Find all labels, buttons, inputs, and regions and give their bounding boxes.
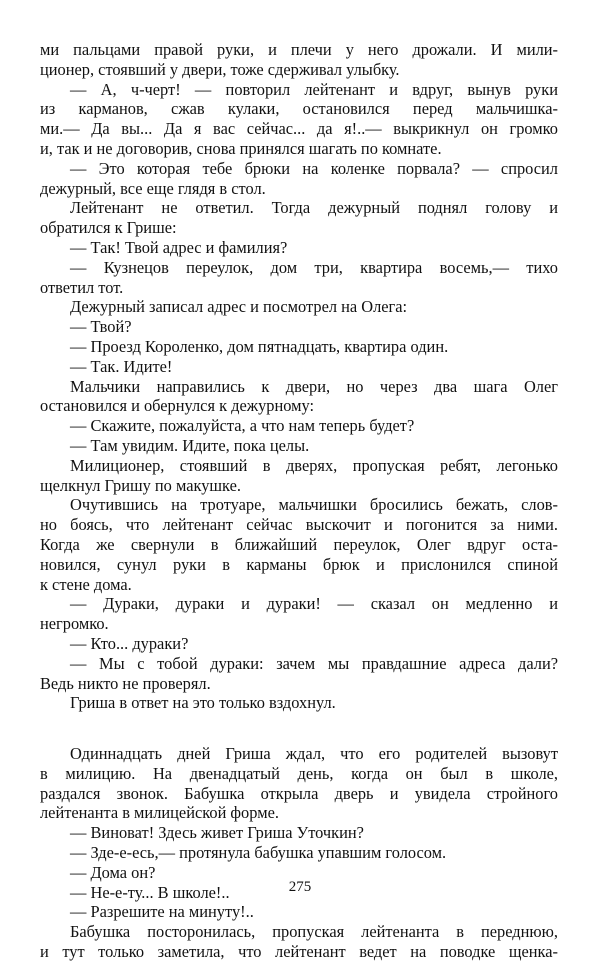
page-number: 275: [288, 879, 312, 895]
text-line: Когда же свернули в ближайший переулок, Олег вдруг оста-: [40, 534, 558, 554]
text-line: и тут только заметила, что лейтенант ведет на поводке щенка-: [40, 942, 558, 962]
section-break: [40, 713, 558, 744]
text-line: Ведь никто не проверял.: [40, 673, 211, 693]
text-line: — Скажите, пожалуйста, а что нам теперь будет?: [70, 416, 415, 436]
text-line: Мальчики направились к двери, но через два шага Олег: [70, 376, 558, 396]
text-line: — Дома он?: [70, 862, 156, 882]
text-line: Одиннадцать дней Гриша ждал, что его родителей вызовут: [70, 744, 558, 764]
text-line: новился, сунул руки в карманы брюк и прислонился спиной: [40, 554, 558, 574]
text-line: ми пальцами правой руки, и плечи у него дрожали. И мили-: [40, 40, 558, 59]
text-line: — А, ч-черт! — повторил лейтенант и вдруг, вынув руки: [70, 79, 558, 99]
text-line: — Кузнецов переулок, дом три, квартира восемь,— тихо: [70, 257, 558, 277]
text-section-1: [40, 40, 558, 713]
text-line: остановился и обернулся к дежурному:: [40, 396, 315, 416]
text-line: — Разрешите на минуту!..: [70, 902, 254, 922]
text-line: — Дураки, дураки и дураки! — сказал он медленно и: [70, 594, 558, 614]
text-line: ответил тот.: [40, 277, 124, 297]
text-line: Гриша в ответ на это только вздохнул.: [70, 693, 336, 713]
text-line: — Зде-е-есь,— протянула бабушка упавшим голосом.: [70, 843, 447, 863]
text-line: из карманов, сжав кулаки, остановился перед мальчишка-: [40, 99, 558, 119]
page-body-text: [40, 40, 558, 962]
text-line: ционер, стоявший у двери, тоже сдерживал улыбку.: [40, 59, 400, 79]
text-line: ми.— Да вы... Да я вас сейчас... да я!..— выкрикнул он громко: [40, 119, 558, 139]
text-line: негромко.: [40, 614, 109, 634]
text-line: в милицию. На двенадцатый день, когда он был в школе,: [40, 763, 558, 783]
text-line: лейтенанта в милицейской форме.: [40, 803, 279, 823]
text-line: — Мы с тобой дураки: зачем мы правдашние адреса дали?: [70, 653, 558, 673]
text-line: — Проезд Короленко, дом пятнадцать, квартира один.: [70, 336, 449, 356]
text-line: Милиционер, стоявший в дверях, пропуская ребят, легонько: [70, 455, 558, 475]
text-line: раздался звонок. Бабушка открыла дверь и увидела стройного: [40, 783, 558, 803]
text-line: — Не-е-ту... В школе!..: [70, 882, 230, 902]
text-line: Лейтенант не ответил. Тогда дежурный поднял голову и: [70, 198, 558, 218]
text-line: Очутившись на тротуаре, мальчишки бросились бежать, слов-: [70, 495, 558, 515]
text-line: дежурный, все еще глядя в стол.: [40, 178, 266, 198]
text-line: — Так! Твой адрес и фамилия?: [70, 237, 288, 257]
text-line: — Твой?: [70, 317, 132, 337]
text-line: — Там увидим. Идите, пока целы.: [70, 435, 310, 455]
text-line: но боясь, что лейтенант сейчас выскочит и погонится за ними.: [40, 515, 558, 535]
text-line: — Так. Идите!: [70, 356, 173, 376]
text-line: Дежурный записал адрес и посмотрел на Олега:: [70, 297, 408, 317]
text-line: обратился к Грише:: [40, 218, 177, 238]
text-line: — Кто... дураки?: [70, 633, 189, 653]
text-line: — Виноват! Здесь живет Гриша Уточкин?: [70, 823, 364, 843]
text-line: к стене дома.: [40, 574, 132, 594]
text-line: щелкнул Гришу по макушке.: [40, 475, 241, 495]
text-section-2: [40, 744, 558, 962]
text-line: Бабушка посторонилась, пропуская лейтенанта в переднюю,: [70, 922, 558, 942]
text-line: и, так и не договорив, снова принялся шагать по комнате.: [40, 138, 442, 158]
text-line: — Это которая тебе брюки на коленке порвала? — спросил: [70, 158, 558, 178]
